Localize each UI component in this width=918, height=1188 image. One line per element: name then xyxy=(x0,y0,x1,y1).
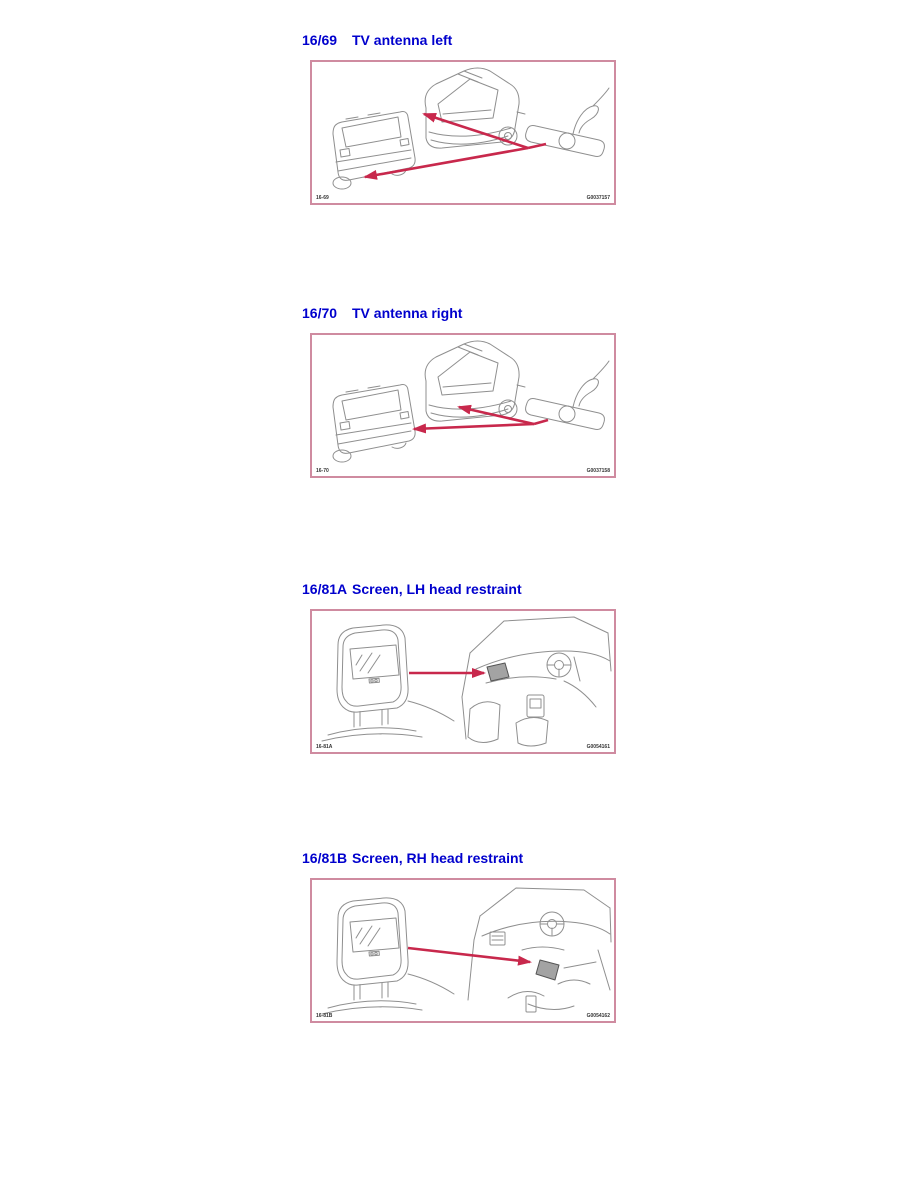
figure-box-tv-antenna-right xyxy=(310,333,616,478)
locator-arrows xyxy=(365,114,546,177)
component-ref: 16/70 xyxy=(302,305,338,321)
head-restraint-drawing xyxy=(322,898,454,1014)
component-ref: 16/81A xyxy=(302,581,348,597)
section-title xyxy=(302,851,632,866)
section-screen-lh-head-restraint xyxy=(302,582,632,754)
figure-number-label: 16-81A xyxy=(316,744,333,750)
highlighted-screen-location xyxy=(536,960,559,980)
locator-arrows xyxy=(408,948,530,962)
section-tv-antenna-left xyxy=(302,33,632,205)
figure-drawing-tv-antenna-left xyxy=(312,62,614,203)
figure-drawing-tv-antenna-right xyxy=(312,335,614,476)
figure-number-label: 16-70 xyxy=(316,468,329,474)
component-ref: 16/81B xyxy=(302,850,348,866)
figure-number-label: 16-81B xyxy=(316,1013,333,1019)
sedan-rear-drawing xyxy=(425,68,525,148)
wagon-rear-drawing xyxy=(333,112,415,189)
antenna-module-drawing xyxy=(526,361,609,430)
figure-graphic-code: G0054161 xyxy=(586,744,610,750)
figure-graphic-code: G0037158 xyxy=(586,468,610,474)
component-ref: 16/69 xyxy=(302,32,338,48)
component-name: Screen, RH head restraint xyxy=(352,850,524,866)
figure-box-screen-lh xyxy=(310,609,616,754)
sedan-rear-drawing xyxy=(425,341,525,421)
head-restraint-drawing xyxy=(322,625,454,741)
section-title xyxy=(302,33,632,48)
figure-graphic-code: G0037157 xyxy=(586,195,610,201)
section-title xyxy=(302,306,632,321)
figure-box-screen-rh xyxy=(310,878,616,1023)
component-name: TV antenna right xyxy=(352,305,463,321)
component-name: TV antenna left xyxy=(352,32,453,48)
figure-box-tv-antenna-left xyxy=(310,60,616,205)
cabin-interior-drawing xyxy=(468,888,611,1012)
figure-number-label: 16-69 xyxy=(316,195,329,201)
wagon-rear-drawing xyxy=(333,385,415,462)
figure-drawing-screen-rh xyxy=(312,880,614,1021)
section-title xyxy=(302,582,632,597)
section-tv-antenna-right xyxy=(302,306,632,478)
section-screen-rh-head-restraint xyxy=(302,851,632,1023)
cabin-interior-drawing xyxy=(462,617,611,746)
locator-arrows xyxy=(414,407,548,429)
figure-drawing-screen-lh xyxy=(312,611,614,752)
component-name: Screen, LH head restraint xyxy=(352,581,522,597)
figure-graphic-code: G0054162 xyxy=(586,1013,610,1019)
